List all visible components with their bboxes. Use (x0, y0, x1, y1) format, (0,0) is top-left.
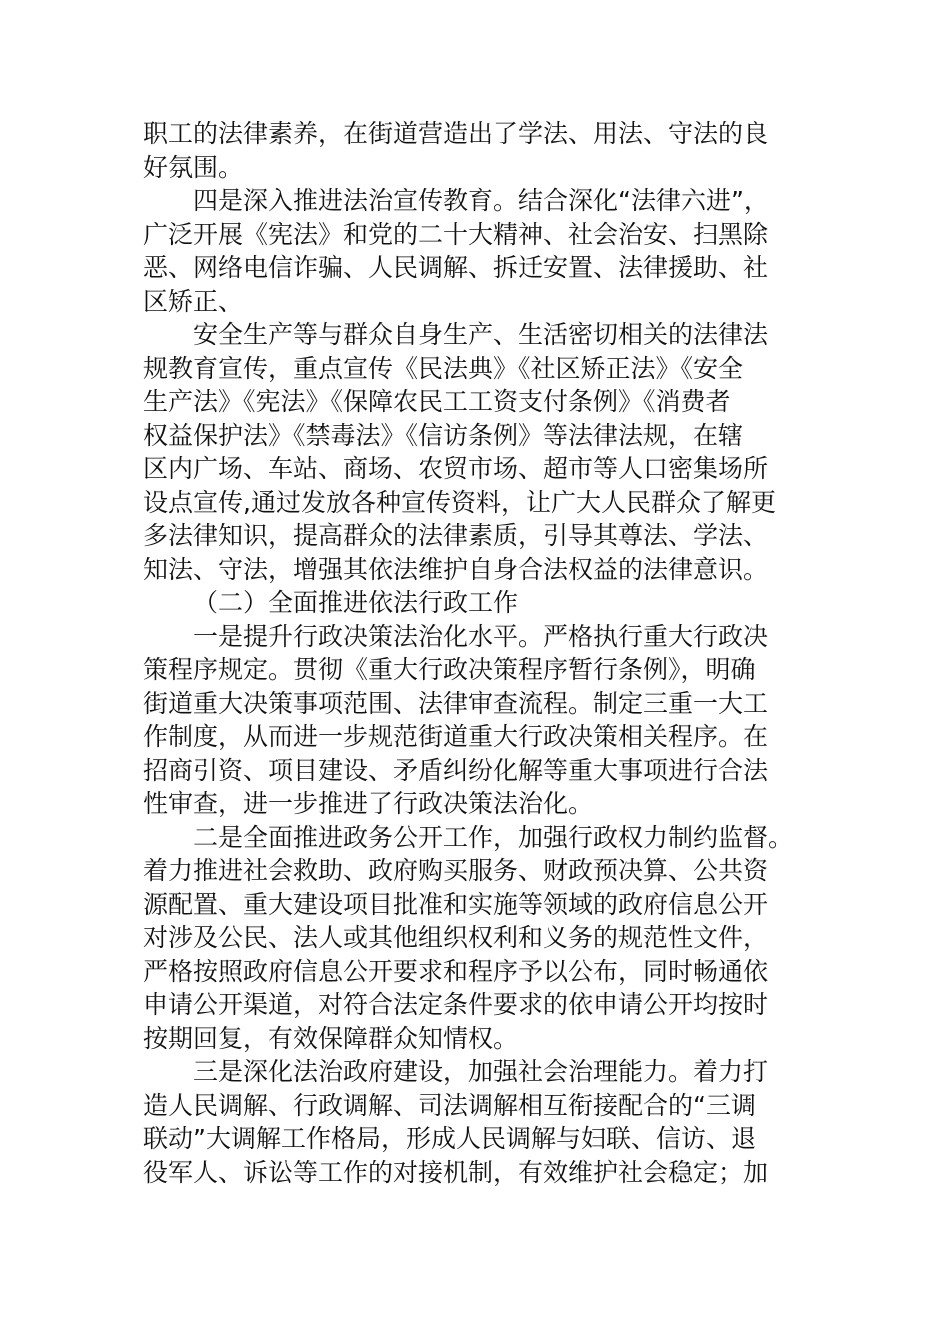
text-line: 三是深化法治政府建设，加强社会治理能力。着力打 (193, 1057, 769, 1086)
text-line: 严格按照政府信息公开要求和程序予以公布，同时畅通依 (143, 956, 769, 986)
text-line: 着力推进社会救助、政府购买服务、财政预决算、公共资 (143, 856, 769, 885)
text-line: 广泛开展《宪法》和党的二十大精神、社会治安、扫黑除 (143, 219, 769, 249)
text-line: 申请公开渠道，对符合法定条件要求的依申请公开均按时 (143, 990, 769, 1019)
text-line: 四是深入推进法治宣传教育。结合深化“法律六进”， (193, 186, 769, 215)
text-line: 好氛围。 (143, 152, 244, 182)
text-line: 源配置、重大建设项目批准和实施等领域的政府信息公开 (143, 889, 769, 919)
text-line: 权益保护法》《禁毒法》《信访条例》等法律法规，在辖 (143, 420, 744, 450)
text-line: 设点宣传,通过发放各种宣传资料，让广大人民群众了解更 (143, 487, 776, 517)
text-line: 役军人、诉讼等工作的对接机制，有效维护社会稳定；加 (143, 1157, 769, 1187)
text-line: 二是全面推进政务公开工作，加强行政权力制约监督。 (193, 822, 794, 852)
text-line: 职工的法律素养，在街道营造出了学法、用法、守法的良 (143, 119, 769, 148)
text-line: 联动”大调解工作格局，形成人民调解与妇联、信访、退 (143, 1124, 756, 1153)
document-body (143, 117, 813, 1189)
text-line: 造人民调解、行政调解、司法调解相互衔接配合的“三调 (143, 1090, 756, 1120)
text-line: 对涉及公民、法人或其他组织权利和义务的规范性文件， (143, 923, 769, 952)
text-line: 安全生产等与群众自身生产、生活密切相关的法律法 (193, 320, 769, 349)
text-line: 作制度，从而进一步规范街道重大行政决策相关程序。在 (143, 722, 769, 751)
text-line: 按期回复，有效保障群众知情权。 (143, 1023, 519, 1053)
text-line: 性审查，进一步推进了行政决策法治化。 (143, 789, 594, 818)
text-line: 区矫正、 (143, 286, 244, 316)
text-line: 街道重大决策事项范围、法律审查流程。制定三重一大工 (143, 688, 769, 718)
text-line: 一是提升行政决策法治化水平。严格执行重大行政决 (193, 621, 769, 651)
text-line: 区内广场、车站、商场、农贸市场、超市等人口密集场所 (143, 454, 769, 483)
text-line: 策程序规定。贯彻《重大行政决策程序暂行条例》，明确 (143, 655, 756, 684)
text-line: （二）全面推进依法行政工作 (193, 588, 519, 617)
text-line: 知法、守法，增强其依法维护自身合法权益的法律意识。 (143, 554, 769, 584)
text-line: 恶、网络电信诈骗、人民调解、拆迁安置、法律援助、社 (143, 253, 769, 282)
text-line: 多法律知识，提高群众的法律素质，引导其尊法、学法、 (143, 521, 769, 550)
text-line: 规教育宣传，重点宣传《民法典》《社区矫正法》《安全 (143, 353, 744, 383)
text-line: 生产法》《宪法》《保障农民工工资支付条例》《消费者 (143, 387, 731, 416)
text-line: 招商引资、项目建设、矛盾纠纷化解等重大事项进行合法 (143, 755, 769, 785)
